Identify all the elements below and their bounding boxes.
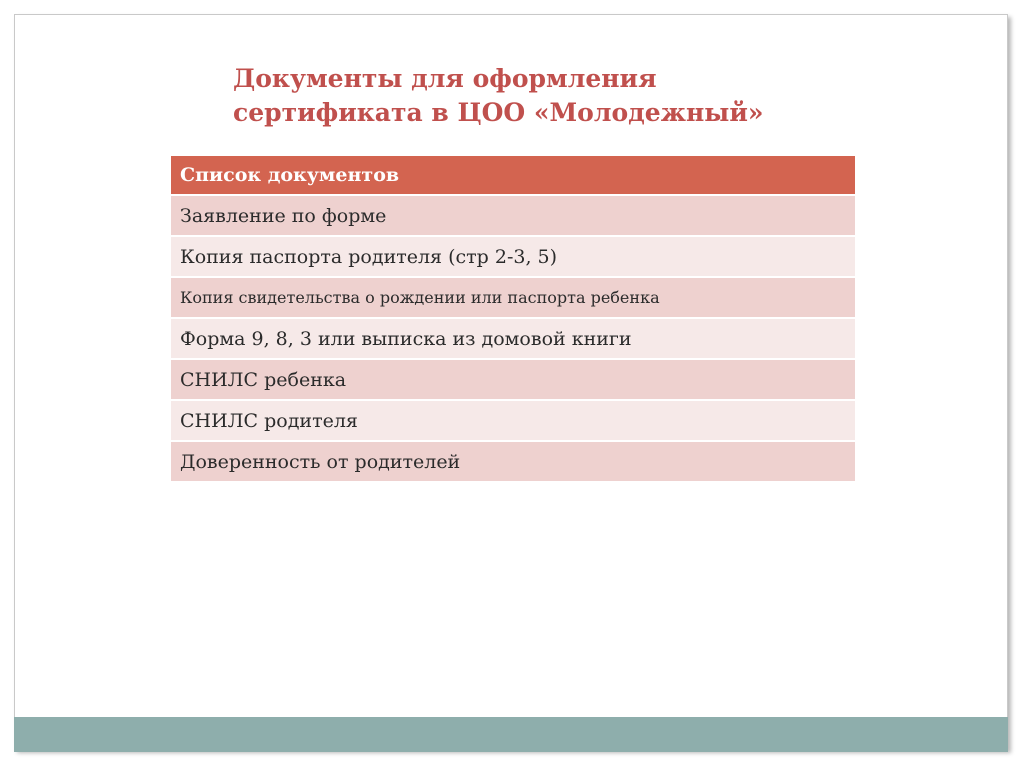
table-cell-child-snils: СНИЛС ребенка: [171, 360, 855, 399]
documents-table: [171, 154, 855, 483]
slide-title-line-2: сертификата в ЦОО «Молодежный»: [233, 98, 764, 127]
table-row: [171, 319, 855, 358]
table-row: [171, 442, 855, 481]
table-row: [171, 196, 855, 235]
table-header-row: [171, 156, 855, 194]
table-header-cell: Список документов: [171, 156, 855, 194]
table-cell-form-9: Форма 9, 8, 3 или выписка из домовой книги: [171, 319, 855, 358]
table-cell-birth-certificate: Копия свидетельства о рождении или паспорта ребенка: [171, 278, 855, 317]
table-row: [171, 401, 855, 440]
table-cell-parent-snils: СНИЛС родителя: [171, 401, 855, 440]
table-row: [171, 237, 855, 276]
slide-title: [233, 62, 873, 130]
table-cell-application: Заявление по форме: [171, 196, 855, 235]
footer-bar: [14, 717, 1008, 752]
table-row: [171, 360, 855, 399]
slide-title-line-1: Документы для оформления: [233, 64, 657, 93]
table-cell-power-of-attorney: Доверенность от родителей: [171, 442, 855, 481]
table-cell-parent-passport: Копия паспорта родителя (стр 2-3, 5): [171, 237, 855, 276]
table-row: [171, 278, 855, 317]
